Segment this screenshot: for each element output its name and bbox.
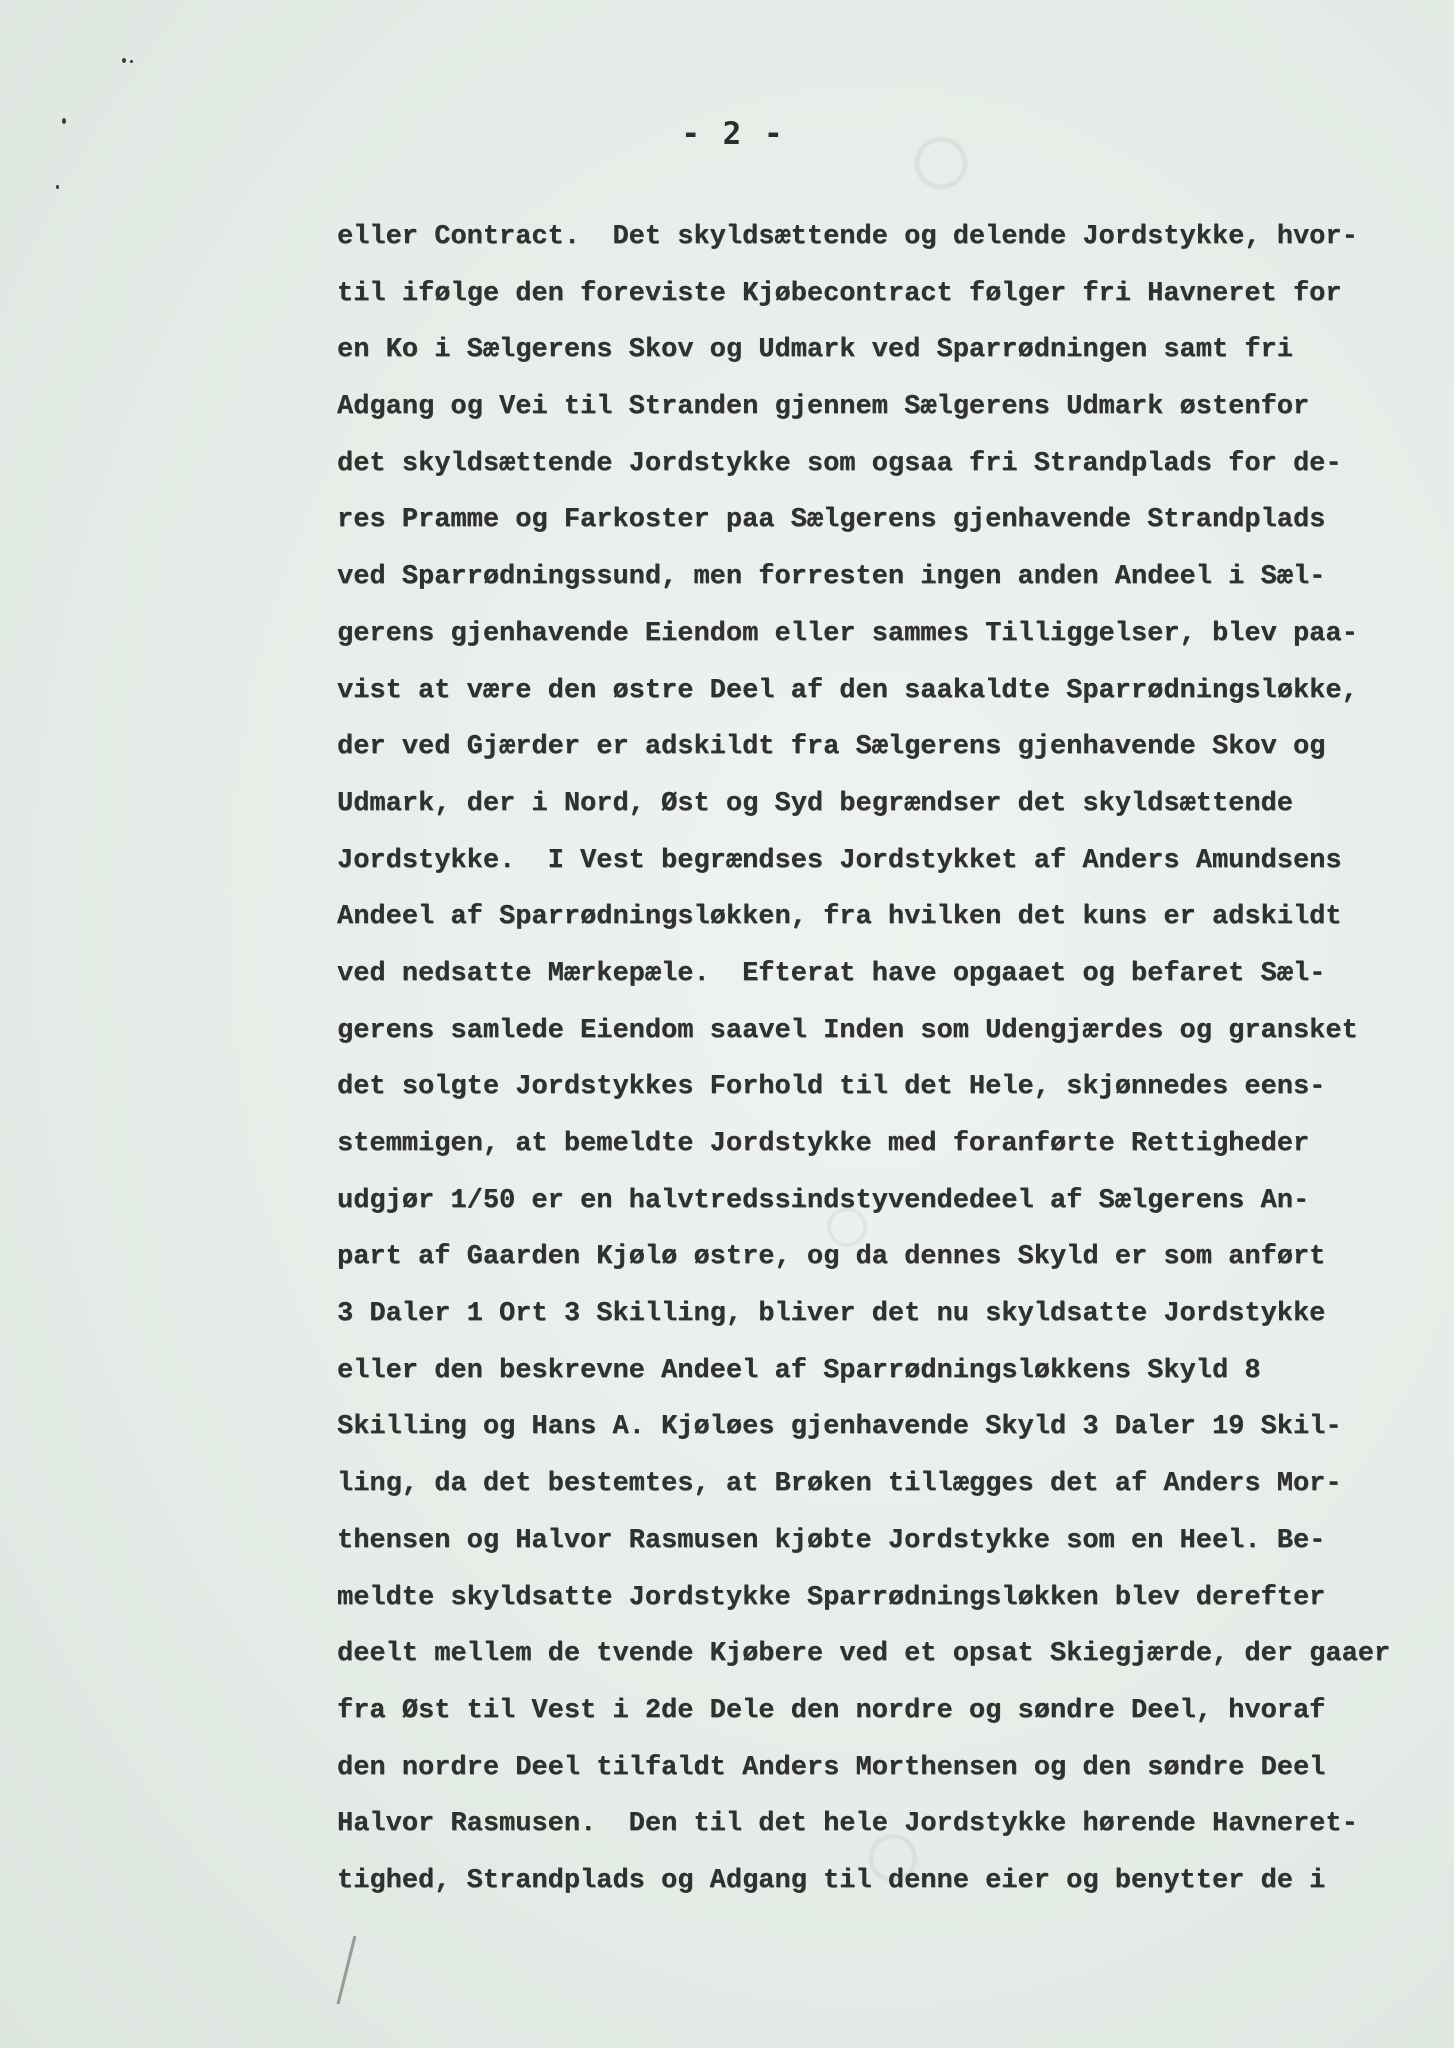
text-line: Jordstykke. I Vest begrændses Jordstykket af Anders Amundsens xyxy=(337,845,1342,876)
pencil-stroke-mark xyxy=(337,1936,357,2005)
text-line: den nordre Deel tilfaldt Anders Morthensen og den søndre Deel xyxy=(337,1752,1326,1783)
text-line: en Ko i Sælgerens Skov og Udmark ved Sparrødningen samt fri xyxy=(337,335,1293,366)
show-through-mark: ○ xyxy=(860,1800,927,1925)
text-line: eller den beskrevne Andeel af Sparrødningsløkkens Skyld 8 xyxy=(337,1355,1261,1386)
text-line: stemmigen, at bemeldte Jordstykke med foranførte Rettigheder xyxy=(337,1129,1310,1159)
text-line: part af Gaarden Kjølø østre, og da dennes Skyld er som anført xyxy=(337,1242,1326,1273)
text-line: det skyldsættende Jordstykke som ogsaa fri Strandplads for de- xyxy=(337,448,1342,479)
text-line: Halvor Rasmusen. Den til det hele Jordstykke hørende Havneret- xyxy=(337,1809,1358,1840)
text-line: udgjør 1/50 er en halvtredssindstyvendedeel af Sælgerens An- xyxy=(337,1185,1310,1216)
text-line: thensen og Halvor Rasmusen kjøbte Jordstykke som en Heel. Be- xyxy=(337,1525,1326,1556)
speck-mark xyxy=(130,60,133,63)
text-line: Adgang og Vei til Stranden gjennem Sælgerens Udmark østenfor xyxy=(337,392,1310,423)
show-through-mark: ○ xyxy=(905,100,978,236)
text-line: tighed, Strandplads og Adgang til denne eier og benytter de i xyxy=(337,1865,1326,1896)
text-line: gerens samlede Eiendom saavel Inden som Udengjærdes og gransket xyxy=(337,1015,1358,1046)
text-line: Andeel af Sparrødningsløkken, fra hvilken det kuns er adskildt xyxy=(337,902,1342,933)
body-text xyxy=(337,217,1390,1918)
text-line: til ifølge den foreviste Kjøbecontract følger fri Havneret for xyxy=(337,278,1342,309)
text-line: 3 Daler 1 Ort 3 Skilling, bliver det nu skyldsatte Jordstykke xyxy=(337,1299,1326,1330)
show-through-mark: ○ xyxy=(820,1180,875,1282)
text-line: ved nedsatte Mærkepæle. Efterat have opgaaet og befaret Sæl- xyxy=(337,958,1326,989)
text-line: eller Contract. Det skyldsættende og delende Jordstykke, hvor- xyxy=(337,222,1358,252)
text-line: gerens gjenhavende Eiendom eller sammes Tilliggelser, blev paa- xyxy=(337,618,1358,649)
text-line: der ved Gjærder er adskildt fra Sælgerens gjenhavende Skov og xyxy=(337,732,1326,763)
text-line: ved Sparrødningssund, men forresten ingen anden Andeel i Sæl- xyxy=(337,562,1326,593)
page-number: - 2 - xyxy=(681,116,785,152)
text-line: meldte skyldsatte Jordstykke Sparrødningsløkken blev derefter xyxy=(337,1582,1326,1613)
speck-mark xyxy=(122,58,126,63)
text-line: Udmark, der i Nord, Øst og Syd begrændser det skyldsættende xyxy=(337,788,1293,819)
text-line: ling, da det bestemtes, at Brøken tillægges det af Anders Mor- xyxy=(337,1469,1342,1500)
text-line: vist at være den østre Deel af den saakaldte Sparrødningsløkke, xyxy=(337,675,1358,706)
text-line: det solgte Jordstykkes Forhold til det Hele, skjønnedes eens- xyxy=(337,1072,1326,1103)
text-line: Skilling og Hans A. Kjøløes gjenhavende Skyld 3 Daler 19 Skil- xyxy=(337,1412,1342,1443)
text-line: fra Øst til Vest i 2de Dele den nordre og søndre Deel, hvoraf xyxy=(337,1695,1326,1726)
text-line: deelt mellem de tvende Kjøbere ved et opsat Skiegjærde, der gaaer xyxy=(337,1639,1391,1670)
speck-mark xyxy=(56,185,59,189)
text-line: res Pramme og Farkoster paa Sælgerens gjenhavende Strandplads xyxy=(337,505,1326,536)
